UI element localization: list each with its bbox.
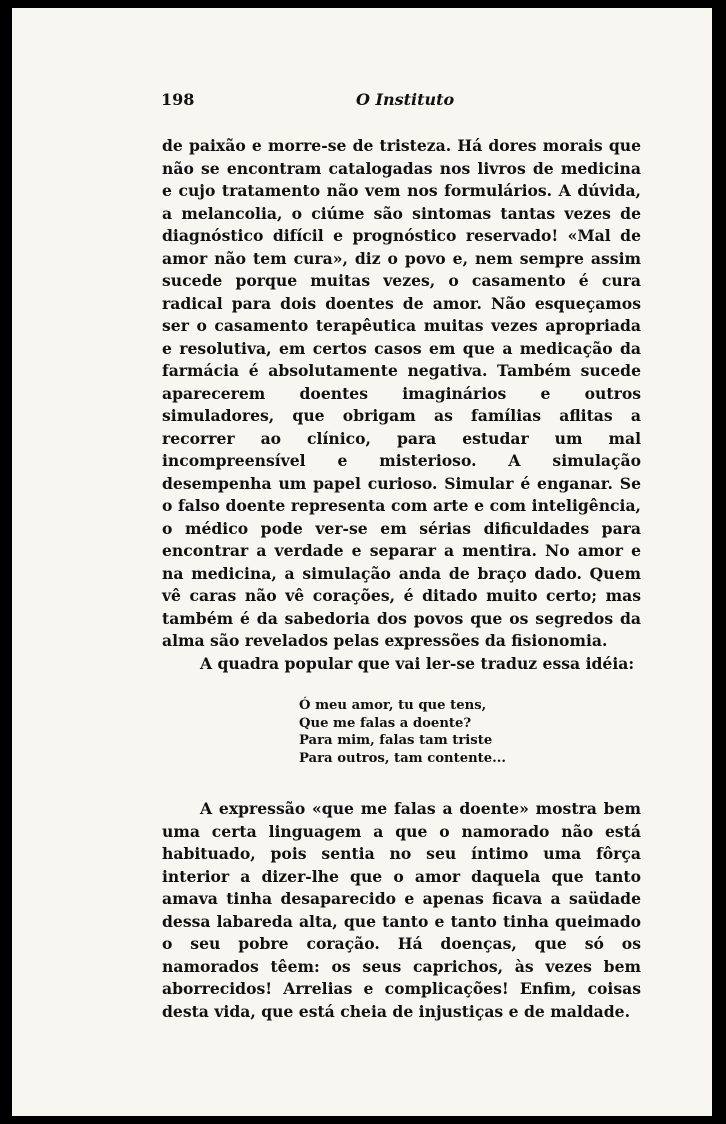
verse-line-1: Ó meu amor, tu que tens, xyxy=(299,698,487,713)
book-page xyxy=(12,8,712,1116)
verse-line-4: Para outros, tam contente... xyxy=(299,750,506,766)
page-header xyxy=(12,90,712,114)
paragraph-1: de paixão e morre-se de tristeza. Há dores morais que não se encontram catalogadas nos livros de medicina e cujo tratamento não vem nos formulários. A dúvida, a melancolia, o ciúme são sintomas tantas vezes de diagnóstico difícil e prognóstico reservado! «Mal de amor não tem cura», diz o povo e, nem sempre assim sucede porque muitas vezes, o casamento é cura radical para dois doentes de amor. Não esqueçamos ser o casamento terapêutica muitas vezes apropriada e resolutiva, em certos casos em que a medicação da farmácia é absolutamente negativa. Também sucede aparecerem doentes imaginários e outros simuladores, que obrigam as famílias aflitas a recorrer ao clínico, para estudar um mal incompreensível e misterioso. A simulação desempenha um papel curioso. Simular é enganar. Se o falso doente representa com arte e com inteligência, o médico pode ver-se em sérias dificuldades para encontrar a verdade e separar a mentira. No amor e na medicina, a simulação anda de braço dado. Quem vê caras não vê corações, é ditado muito certo; mas também é da sabedoria dos povos que os segredos da alma são revelados pelas expressões da fisionomia. xyxy=(162,136,641,650)
page-number: 198 xyxy=(161,90,195,109)
paragraph-2: A quadra popular que vai ler-se traduz essa idéia: xyxy=(200,653,635,673)
verse-quatrain xyxy=(299,697,641,767)
closing-paragraph: A expressão «que me falas a doente» mostra bem uma certa linguagem a que o namorado não está habituado, pois sentia no seu íntimo uma fôrça interior a dizer-lhe que o amor daquela que tanto amava tinha desaparecido e apenas ficava a saüdade dessa labareda alta, que tanto e tanto tinha queimado o seu pobre coração. Há doenças, que só os namorados têem: os seus caprichos, às vezes bem aborrecidos! Arrelias e complicações! Enfim, coisas desta vida, que está cheia de injustiças e de maldade. xyxy=(162,799,641,1021)
running-title: O Instituto xyxy=(356,90,455,109)
verse-line-3: Para mim, falas tam triste xyxy=(299,733,493,749)
body-text xyxy=(162,135,641,1023)
verse-line-2: Que me falas a doente? xyxy=(299,715,472,731)
